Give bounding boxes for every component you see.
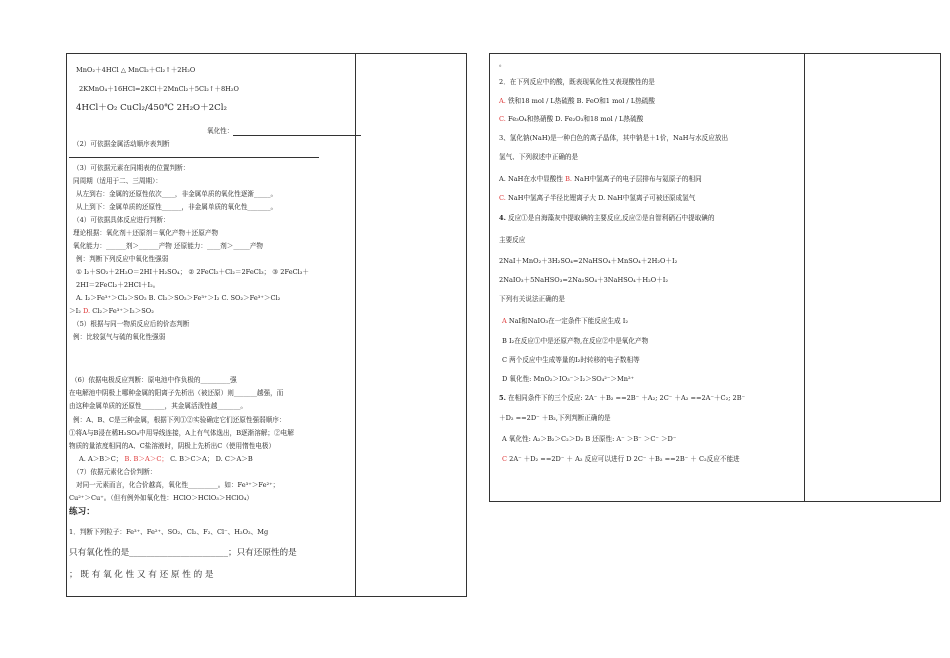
item-2: （2）可依据金属活动顺序表判断: [73, 140, 170, 148]
question-4-option-d: D 氧化性: MnO₂＞IO₃⁻＞I₂＞SO₄²⁻＞Mn²⁺: [502, 375, 635, 383]
example-1-reactions: ① I₂＋SO₂＋2H₂O＝2HI＋H₂SO₄； ② 2FeCl₂＋Cl₂＝2FeCl₃； ③ 2FeCl₃＋: [76, 268, 309, 276]
item-4: （4）可依据具体反应进行判断：: [73, 216, 170, 224]
example-1: 例：判断下列反应中氧化性强弱: [76, 255, 169, 263]
question-3-options-cd: C. NaH中氢离子半径比锂离子大 D. NaH中氢离子可被还原成氢气: [499, 194, 696, 202]
example-1-options: A. I₂＞Fe³⁺＞Cl₂＞SO₂ B. Cl₂＞SO₂＞Fe³⁺＞I₂ C. SO₂＞Fe³⁺＞Cl₂: [76, 294, 281, 302]
question-4-cont: 主要反应: [499, 236, 526, 244]
question-5: 5. 在相同条件下的三个反应: 2A⁻ ＋B₂ ==2B⁻ ＋A₂; 2C⁻ ＋A₂ ==2A⁻＋C₂; 2B⁻: [499, 394, 746, 402]
answer-blank[interactable]: [233, 128, 361, 136]
right-column-divider: [804, 54, 805, 501]
reaction-1: 2NaI＋MnO₂＋3H₂SO₄=2NaHSO₄＋MnSO₄＋2H₂O＋I₂: [499, 257, 678, 265]
same-period: 同周期（适用于二、三周期）：: [73, 177, 163, 185]
ability-line: 氧化能力：______剂＞______产物 还原能力：____剂＞_____产物: [73, 242, 264, 250]
abc-options: A. A＞B＞C； B. B＞A＞C； C. B＞C＞A； D. C＞A＞B: [79, 455, 253, 463]
question-3-options-ab: A. NaH在水中显酸性 B. NaH中氢离子的电子层排布与氦原子的相同: [499, 175, 702, 183]
answer-line: [69, 157, 319, 158]
practice-heading: 练习：: [69, 507, 95, 517]
valence-line-2: Cu²⁺＞Cu⁺。（但有例外如氧化性：HClO＞HClO₃＞HClO₄）: [69, 494, 254, 502]
question-4: 4. 反应①是自海藻灰中提取碘的主要反应,反应②是自智利硝石中提取碘的: [499, 214, 715, 222]
question-4-option-c: C 两个反应中生成等量的I₂时转移的电子数相等: [502, 356, 640, 364]
abc-experiment-1: ①将A与B浸在稀H₂SO₄中用导线连接，A上有气体逸出，B逐渐溶解；②电解: [69, 429, 294, 437]
electrolysis-line: 在电解池中阴极上哪种金属的阳离子先析出（被还原）则_______越强，而: [69, 389, 284, 397]
equation-deacon: 4HCl＋O₂ CuCl₂/450℃ 2H₂O＋2Cl₂: [76, 103, 227, 113]
question-5-cont: ＋D₂ ==2D⁻ ＋B₂,下列判断正确的是: [499, 414, 611, 422]
question-2-options-ab: A. 铁和18 mol / L热硫酸 B. FeO和1 mol / L热硫酸: [499, 97, 655, 105]
question-2-options-cd: C. Fe₃O₄和热硝酸 D. Fe₂O₃和18 mol / L热硫酸: [499, 115, 644, 123]
question-3: 3、氢化钠(NaH)是一种白色的离子晶体，其中钠是＋1价，NaH与水反应放出: [499, 134, 729, 142]
item-5: （5）根据与同一物质反应后的价态判断: [73, 320, 190, 328]
question-4-option-a: A NaI和NaIO₃在一定条件下能反应生成 I₂: [502, 317, 628, 325]
equation-kmno4: 2KMnO₄＋16HCl=2KCl＋2MnCl₂＋5Cl₂↑＋8H₂O: [79, 85, 239, 93]
practice-1-both: ； 既 有 氧 化 性 又 有 还 原 性 的 是: [69, 570, 214, 580]
top-to-bottom: 从上到下：金属单质的还原性______，非金属单质的氧化性_______。: [76, 203, 278, 211]
reaction-2: 2NaIO₃＋5NaHSO₃=2Na₂SO₄＋3NaHSO₄＋H₂O＋I₂: [499, 276, 669, 284]
metal-activity-line: 由这种金属单质的还原性_______，其金属活泼性越_______。: [69, 402, 248, 410]
continuation-mark: 。: [499, 60, 506, 68]
left-to-right: 从左到右：金属的还原性依次____，非金属单质的氧化性逐渐_____。: [76, 190, 278, 198]
item-3: （3）可依据元素在同期表的位置判断：: [73, 164, 190, 172]
example-5: 例：比较氯气与硫的氧化性强弱: [73, 333, 166, 341]
item-6: （6）依据电极反应判断：原电池中作负极的_________强: [71, 376, 237, 384]
theory-basis: 理论根据：氧化剂＋还原剂＝氧化产物＋还原产物: [73, 229, 219, 237]
question-4-option-b: B I₂在反应①中是还原产物,在反应②中是氧化产物: [502, 337, 649, 345]
practice-1: 1．判断下列粒子：Fe³⁺、Fe²⁺、SO₂、Cl₂、F₂、Cl⁻、H₂O₂、Mg: [69, 528, 269, 536]
question-3-cont: 氢气、下列叙述中正确的是: [499, 153, 579, 161]
abc-example: 例：A、B、C是三种金属，根据下列①②实验确定它们还原性强弱顺序：: [73, 416, 286, 424]
example-1-option-d: ＞I₂ D. Cl₂＞Fe³⁺＞I₂＞SO₂: [69, 307, 154, 315]
valence-line-1: 对同一元素而言，化合价越高，氧化性_________。如：Fe³⁺＞Fe²⁺；: [76, 481, 280, 489]
abc-experiment-2: 物质的量浓度相同的A、C盐溶液时，阴极上先析出C（使用惰性电极）: [69, 442, 276, 450]
item-7: （7）依据元素化合价判断：: [73, 468, 157, 476]
practice-1-oxidizing: 只有氧化性的是_______________________；只有还原性的是: [69, 548, 297, 558]
question-2: 2．在下列反应中的酸，既表现氧化性又表现酸性的是: [499, 78, 655, 86]
question-4-prompt: 下列有关说法正确的是: [499, 295, 565, 303]
example-1-reaction-cont: 2HI＝2FeCl₂＋2HCl＋I₂。: [76, 281, 160, 289]
left-worksheet-panel: [66, 53, 467, 597]
question-5-options-ab: A 氧化性: A₂＞B₂＞C₂＞D₂ B 还原性: A⁻ ＞B⁻ ＞C⁻ ＞D⁻: [502, 435, 677, 443]
oxidizing-label: 氧化性：: [207, 127, 361, 136]
question-5-options-cd: C 2A⁻ ＋D₂ ==2D⁻ ＋ A₂ 反应可以进行 D 2C⁻ ＋B₂ ==2B⁻ ＋ C₂反应不能进: [502, 455, 740, 463]
right-worksheet-panel: [489, 53, 941, 502]
equation-mno2: MnO₂＋4HCl △ MnCl₂＋Cl₂↑＋2H₂O: [76, 66, 196, 74]
